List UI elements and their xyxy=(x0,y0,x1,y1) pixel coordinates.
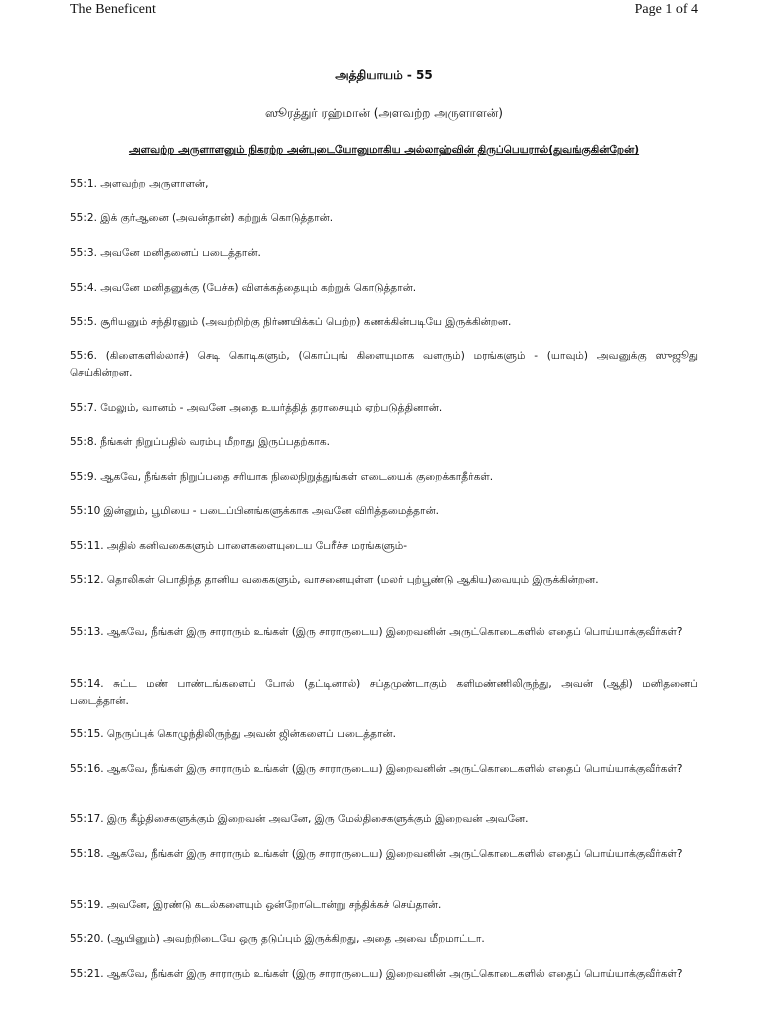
verse: 55:17. இரு கீழ்திசைகளுக்கும் இறைவன் அவனே, இரு மேல்திசைகளுக்கும் இறைவன் அவனே. xyxy=(70,813,529,825)
verse: 55:14. சுட்ட மண் பாண்டங்களைப் போல் (தட்டினால்) சப்தமுண்டாகும் களிமண்ணிலிருந்து, அவன் (ஆதி) மனிதனைப் படைத்தான். xyxy=(70,678,698,707)
verse: 55:9. ஆகவே, நீங்கள் நிறுப்பதை சரியாக நிலைநிறுத்துங்கள் எடையைக் குறைக்காதீர்கள். xyxy=(70,471,494,483)
verse: 55:8. நீங்கள் நிறுப்பதில் வரம்பு மீறாது இருப்பதற்காக. xyxy=(70,436,330,448)
verse: 55:5. சூரியனும் சந்திரனும் (அவற்றிற்கு நிர்ணயிக்கப் பெற்ற) கணக்கின்படியே இருக்கின்றன. xyxy=(70,316,512,328)
verse: 55:1. அளவற்ற அருளாளன், xyxy=(70,178,209,190)
verse: 55:7. மேலும், வானம் - அவனே அதை உயர்த்தித் தராசையும் ஏற்படுத்தினான். xyxy=(70,402,443,414)
document-source-label: The Beneficent xyxy=(70,2,156,17)
verse: 55:20. (ஆயினும்) அவற்றிடையே ஒரு தடுப்பும் இருக்கிறது, அதை அவை மீறமாட்டா. xyxy=(70,933,485,945)
verse: 55:16. ஆகவே, நீங்கள் இரு சாராரும் உங்கள் (இரு சாராருடைய) இறைவனின் அருட்கொடைகளில் எதைப் பொய்யாக்குவீர்கள்? xyxy=(70,763,683,775)
verse: 55:21. ஆகவே, நீங்கள் இரு சாராரும் உங்கள் (இரு சாராருடைய) இறைவனின் அருட்கொடைகளில் எதைப் பொய்யாக்குவீர்கள்? xyxy=(70,968,683,980)
verse: 55:13. ஆகவே, நீங்கள் இரு சாராரும் உங்கள் (இரு சாராருடைய) இறைவனின் அருட்கொடைகளில் எதைப் பொய்யாக்குவீர்கள்? xyxy=(70,626,683,638)
verse: 55:4. அவனே மனிதனுக்கு (பேச்சு) விளக்கத்தையும் கற்றுக் கொடுத்தான். xyxy=(70,282,417,294)
page-number: Page 1 of 4 xyxy=(634,2,698,17)
verse: 55:19. அவனே, இரண்டு கடல்களையும் ஒன்றோடொன்று சந்திக்கச் செய்தான். xyxy=(70,899,442,911)
verse: 55:6. (கிளைகளில்லாச்) செடி கொடிகளும், (கொப்புங் கிளையுமாக வளரும்) மரங்களும் - (யாவும்) அவனுக்கு ஸுஜூது செய்கின்றன. xyxy=(70,350,698,379)
verse: 55:2. இக் குர்ஆனை (அவன்தான்) கற்றுக் கொடுத்தான். xyxy=(70,212,334,224)
verse: 55:15. நெருப்புக் கொழுந்திலிருந்து அவன் ஜின்களைப் படைத்தான். xyxy=(70,728,396,740)
chapter-title: அத்தியாயம் - 55 xyxy=(335,68,433,82)
verse: 55:3. அவனே மனிதனைப் படைத்தான். xyxy=(70,247,261,259)
verse: 55:12. தொலிகள் பொதிந்த தானிய வகைகளும், வாசனையுள்ள (மலர் புற்பூண்டு ஆகிய)வையும் இருக்கின்றன. xyxy=(70,574,599,586)
verse: 55:10 இன்னும், பூமியை - படைப்பினங்களுக்காக அவனே விரித்தமைத்தான். xyxy=(70,505,439,517)
surah-title: ஸூரத்துர் ரஹ்மான் (அளவற்ற அருளாளன்) xyxy=(265,106,503,120)
verse: 55:11. அதில் கனிவகைகளும் பாளைகளையுடைய பேரீச்ச மரங்களும்- xyxy=(70,540,407,552)
bismillah: அளவற்ற அருளாளனும் நிகரற்ற அன்புடையோனுமாகிய அல்லாஹ்வின் திருப்பெயரால்(துவங்குகின்றேன்) xyxy=(128,144,640,156)
verse: 55:18. ஆகவே, நீங்கள் இரு சாராரும் உங்கள் (இரு சாராருடைய) இறைவனின் அருட்கொடைகளில் எதைப் பொய்யாக்குவீர்கள்? xyxy=(70,848,683,860)
